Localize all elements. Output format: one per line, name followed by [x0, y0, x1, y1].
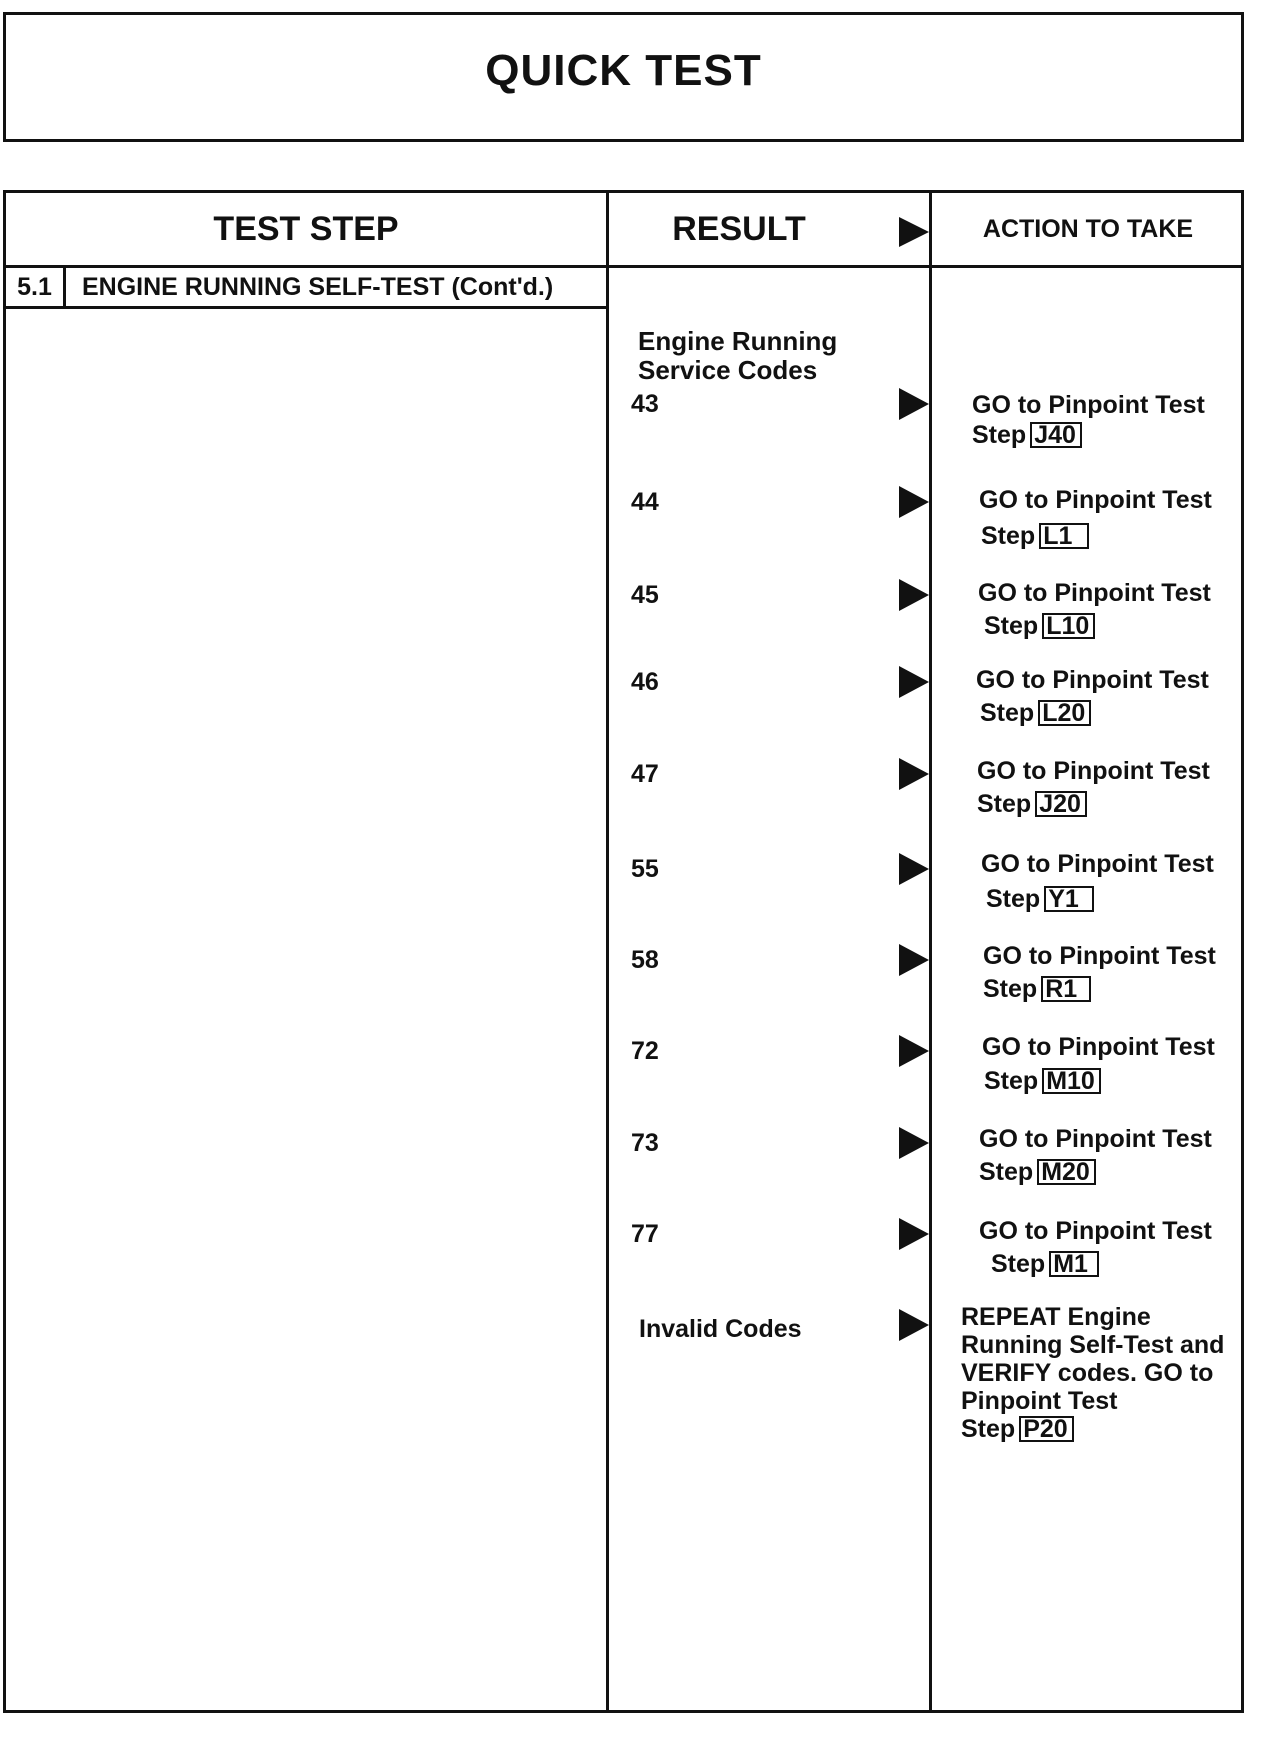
- action-line: GO to Pinpoint Test: [979, 486, 1212, 514]
- title-box: [3, 12, 1244, 142]
- action-text: [978, 577, 1248, 643]
- column-header-action: ACTION TO TAKE: [982, 215, 1194, 243]
- step-ref-box: J40: [1030, 422, 1082, 448]
- service-code: 44: [631, 488, 659, 516]
- action-line: REPEAT Engine: [961, 1303, 1151, 1331]
- quick-test-table: [3, 190, 1244, 1713]
- column-header-test-step: TEST STEP: [213, 209, 399, 248]
- service-code: 55: [631, 855, 659, 883]
- service-code: 45: [631, 581, 659, 609]
- step-reference: [981, 518, 1249, 554]
- action-text: [979, 1123, 1249, 1189]
- arrow-right-icon: [899, 758, 929, 790]
- action-line: GO to Pinpoint Test: [977, 757, 1210, 785]
- action-line: GO to Pinpoint Test: [981, 850, 1214, 878]
- step-ref-box: L10: [1042, 613, 1095, 639]
- service-code: 46: [631, 668, 659, 696]
- step-reference: [979, 1156, 1249, 1189]
- action-line: GO to Pinpoint Test: [978, 579, 1211, 607]
- invalid-codes-label: Invalid Codes: [639, 1315, 802, 1343]
- step-divider: [6, 306, 606, 309]
- step-label: Step: [986, 885, 1041, 913]
- step-reference: [991, 1248, 1249, 1281]
- action-text: [983, 940, 1253, 1006]
- column-divider: [929, 193, 932, 1710]
- column-divider: [606, 193, 609, 1710]
- action-line: GO to Pinpoint Test: [979, 1217, 1212, 1245]
- service-code: 73: [631, 1129, 659, 1157]
- step-ref-box: Y1: [1044, 886, 1094, 912]
- step-label: Step: [981, 522, 1036, 550]
- step-ref-box: J20: [1035, 791, 1087, 817]
- step-label: Step: [977, 790, 1032, 818]
- service-code: 58: [631, 946, 659, 974]
- step-reference: [972, 420, 1242, 450]
- step-ref-box: R1: [1041, 976, 1091, 1002]
- action-line: GO to Pinpoint Test: [983, 942, 1216, 970]
- action-line: GO to Pinpoint Test: [982, 1033, 1215, 1061]
- arrow-right-icon: [899, 853, 929, 885]
- step-reference: [984, 1064, 1252, 1098]
- action-text: [982, 1030, 1252, 1098]
- step-label: Step: [984, 612, 1039, 640]
- step-title: ENGINE RUNNING SELF-TEST (Cont'd.): [82, 272, 554, 301]
- action-text: [976, 664, 1246, 730]
- action-text: [972, 390, 1242, 450]
- step-reference: [977, 788, 1247, 821]
- arrow-right-icon: [899, 388, 929, 420]
- action-text: [981, 847, 1251, 917]
- step-ref-box: M10: [1042, 1068, 1101, 1094]
- service-code: 47: [631, 760, 659, 788]
- step-reference: [983, 973, 1253, 1006]
- step-number: 5.1: [6, 268, 66, 306]
- step-ref-box: L1: [1039, 523, 1089, 549]
- step-reference: [980, 697, 1246, 730]
- step-ref-box: L20: [1038, 700, 1091, 726]
- step-label: Step: [980, 699, 1035, 727]
- step-ref-box: M20: [1037, 1159, 1096, 1185]
- arrow-right-icon: [899, 579, 929, 611]
- step-label: Step: [979, 1158, 1034, 1186]
- service-code: 77: [631, 1220, 659, 1248]
- action-text: [979, 482, 1249, 554]
- step-label: Step: [991, 1250, 1046, 1278]
- result-heading-line: Engine Running: [638, 326, 838, 356]
- action-line: VERIFY codes. GO to: [961, 1359, 1214, 1387]
- service-code: 43: [631, 390, 659, 418]
- action-line: GO to Pinpoint Test: [979, 1125, 1212, 1153]
- action-line: Running Self-Test and: [961, 1331, 1225, 1359]
- arrow-right-icon: [899, 486, 929, 518]
- service-code: 72: [631, 1037, 659, 1065]
- step-label: Step: [983, 975, 1038, 1003]
- result-heading: [638, 327, 918, 385]
- step-reference: [961, 1415, 1246, 1443]
- column-header-result: RESULT: [672, 209, 806, 248]
- step-label: Step: [961, 1415, 1016, 1443]
- step-label: Step: [984, 1067, 1039, 1095]
- arrow-right-icon: [899, 1127, 929, 1159]
- arrow-right-icon: [899, 666, 929, 698]
- page-title: QUICK TEST: [485, 46, 762, 95]
- action-line: Pinpoint Test: [961, 1387, 1118, 1415]
- action-text: [979, 1215, 1249, 1281]
- action-line: GO to Pinpoint Test: [976, 666, 1209, 694]
- arrow-right-icon: [899, 1035, 929, 1067]
- step-label: Step: [972, 421, 1027, 449]
- arrow-right-icon: [899, 1309, 929, 1341]
- step-reference: [986, 882, 1251, 917]
- action-text: [961, 1303, 1246, 1443]
- result-heading-line: Service Codes: [638, 355, 818, 385]
- step-reference: [984, 610, 1248, 643]
- step-ref-box: M1: [1049, 1251, 1099, 1277]
- step-ref-box: P20: [1019, 1416, 1073, 1442]
- arrow-right-icon: [899, 944, 929, 976]
- arrow-right-icon: [899, 1218, 929, 1250]
- action-line: GO to Pinpoint Test: [972, 391, 1205, 419]
- arrow-right-icon: [899, 217, 929, 247]
- action-text: [977, 755, 1247, 821]
